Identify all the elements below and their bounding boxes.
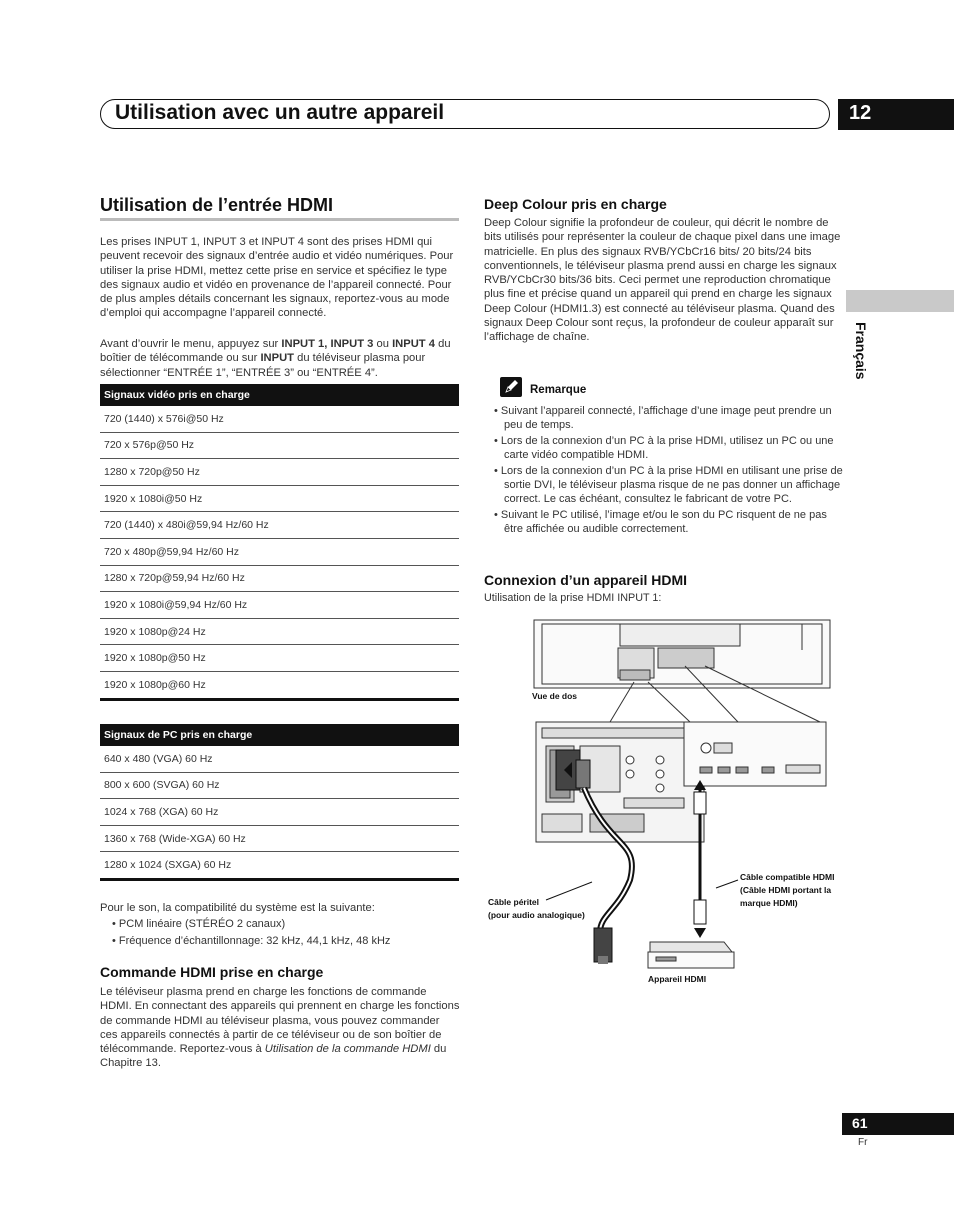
hdmi-connection-diagram bbox=[480, 610, 840, 990]
table-row bbox=[100, 538, 459, 565]
deep-colour-text: Deep Colour signifie la profondeur de couleur, qui décrit le nombre de bits utilisés pour représenter la couleur de chaque pixel dans une image matricielle. En plus des signaux RVB/YCbCr16 bits/ 20 bits/24 bits conventionnels, le téléviseur plasma prend aussi en charge les signaux RVB/YCbCr30 bits/36 bits. Ceci permet une reproduction chromatique plus fine et précise quand un appareil qui prend en charge les signaux Deep Colour (HDMI1.3) est connecté au téléviseur plasma. Quand des signaux Deep Colour sont reçus, la profondeur de couleur apparaît sur l’affichage de chaîne. bbox=[484, 217, 841, 344]
table-cell: 1920 x 1080i@59,94 Hz/60 Hz bbox=[100, 592, 459, 619]
note-item: • Suivant l’appareil connecté, l’affichage d’une image peut prendre un peu de temps. bbox=[494, 404, 844, 432]
sound-list bbox=[112, 916, 390, 950]
pc-table-header: Signaux de PC pris en charge bbox=[100, 724, 459, 746]
table-cell: 720 x 576p@50 Hz bbox=[100, 432, 459, 459]
table-cell: 1920 x 1080i@50 Hz bbox=[100, 485, 459, 512]
table-row bbox=[100, 432, 459, 459]
rear-view-label: Vue de dos bbox=[532, 691, 578, 701]
table-cell: 1280 x 720p@50 Hz bbox=[100, 459, 459, 486]
table-cell: 1920 x 1080p@50 Hz bbox=[100, 645, 459, 672]
connection-title: Connexion d’un appareil HDMI bbox=[484, 572, 688, 588]
intro-paragraph: Les prises INPUT 1, INPUT 3 et INPUT 4 sont des prises HDMI qui peuvent recevoir des signaux d’entrée audio et vidéo numériques. Pour utiliser la prise HDMI, mettez cette prise en service et spécifiez le type des signaux audio et vidéo en provenance de l’appareil connecté. Pour de plus amples détails concernant les signaux, reportez-vous au mode d’emploi qui accompagne l’appareil connecté. bbox=[100, 236, 454, 320]
table-row bbox=[100, 512, 459, 539]
hdmi-cable-label-line1: Câble compatible HDMI bbox=[740, 872, 835, 882]
table-row bbox=[100, 852, 459, 880]
chapter-title: Utilisation avec un autre appareil bbox=[115, 101, 445, 124]
table-cell: 720 x 480p@59,94 Hz/60 Hz bbox=[100, 538, 459, 565]
table-row bbox=[100, 746, 459, 772]
video-table-header: Signaux vidéo pris en charge bbox=[100, 384, 459, 406]
table-row bbox=[100, 618, 459, 645]
table-row bbox=[100, 459, 459, 486]
table-row bbox=[100, 799, 459, 826]
language-tab bbox=[846, 290, 954, 312]
note-item: • Lors de la connexion d’un PC à la prise HDMI en utilisant une prise de sortie DVI, le téléviseur plasma risque de ne pas donner un affichage correct. Le cas échéant, consultez le fabricant de votre PC. bbox=[494, 464, 844, 506]
page-language: Fr bbox=[858, 1137, 868, 1148]
scart-cable-label-line1: Câble péritel bbox=[488, 897, 540, 907]
hdmi-device bbox=[648, 942, 734, 968]
table-row bbox=[100, 645, 459, 672]
sound-intro: Pour le son, la compatibilité du système est la suivante: bbox=[100, 902, 375, 914]
note-list bbox=[494, 404, 844, 538]
scart-cable-label-line2: (pour audio analogique) bbox=[488, 910, 585, 920]
hdmi-terminal-panel bbox=[684, 722, 826, 786]
tv-rear-view bbox=[534, 620, 830, 688]
table-cell: 720 (1440) x 576i@50 Hz bbox=[100, 406, 459, 432]
language-label: Français bbox=[853, 322, 869, 380]
page-number: 61 bbox=[852, 1115, 868, 1131]
table-row bbox=[100, 565, 459, 592]
table-row bbox=[100, 772, 459, 799]
hdmi-cable-label-line2: (Câble HDMI portant la bbox=[740, 885, 832, 895]
hdmi-cable-label-line3: marque HDMI) bbox=[740, 898, 798, 908]
section-title-rule bbox=[100, 218, 459, 221]
note-item: • Lors de la connexion d’un PC à la prise HDMI, utilisez un PC ou une carte vidéo compatible HDMI. bbox=[494, 434, 844, 462]
note-label: Remarque bbox=[530, 384, 587, 396]
table-cell: 640 x 480 (VGA) 60 Hz bbox=[100, 746, 459, 772]
table-cell: 1024 x 768 (XGA) 60 Hz bbox=[100, 799, 459, 826]
table-cell: 1360 x 768 (Wide-XGA) 60 Hz bbox=[100, 825, 459, 852]
connection-subtitle: Utilisation de la prise HDMI INPUT 1: bbox=[484, 592, 662, 604]
list-item: • PCM linéaire (STÉRÉO 2 canaux) bbox=[112, 916, 390, 933]
table-cell: 720 (1440) x 480i@59,94 Hz/60 Hz bbox=[100, 512, 459, 539]
hdmi-command-title: Commande HDMI prise en charge bbox=[100, 964, 324, 980]
chapter-number: 12 bbox=[849, 102, 872, 124]
table-cell: 1920 x 1080p@60 Hz bbox=[100, 671, 459, 699]
hdmi-command-text: Le téléviseur plasma prend en charge les fonctions de commande HDMI. En connectant des appareils qui prennent en charge les fonctions de commande HDMI au téléviseur plasma, vous pouvez commander ces appareils connectés à partir de ce téléviseur ou de son boîtier de télécommande. Reportez-vous à Utilisation de la commande HDMI du Chapitre 13. bbox=[100, 986, 460, 1070]
section-title: Utilisation de l’entrée HDMI bbox=[100, 195, 334, 215]
deep-colour-title: Deep Colour pris en charge bbox=[484, 196, 667, 212]
note-item: • Suivant le PC utilisé, l’image et/ou le son du PC risquent de ne pas être affichée ou audible correctement. bbox=[494, 508, 844, 536]
table-row bbox=[100, 406, 459, 432]
hdmi-device-label: Appareil HDMI bbox=[648, 974, 707, 984]
table-cell: 1280 x 1024 (SXGA) 60 Hz bbox=[100, 852, 459, 880]
table-cell: 1280 x 720p@59,94 Hz/60 Hz bbox=[100, 565, 459, 592]
table-row bbox=[100, 671, 459, 699]
table-row bbox=[100, 485, 459, 512]
table-cell: 1920 x 1080p@24 Hz bbox=[100, 618, 459, 645]
table-row bbox=[100, 825, 459, 852]
list-item: • Fréquence d’échantillonnage: 32 kHz, 44,1 kHz, 48 kHz bbox=[112, 933, 390, 950]
table-cell: 800 x 600 (SVGA) 60 Hz bbox=[100, 772, 459, 799]
video-signals-table bbox=[100, 384, 459, 701]
pc-signals-table bbox=[100, 724, 459, 881]
table-row bbox=[100, 592, 459, 619]
hdmi-plug-bottom bbox=[694, 900, 706, 938]
scart-plug-bottom bbox=[594, 928, 612, 964]
note-pencil-icon bbox=[500, 377, 522, 397]
instruction-paragraph: Avant d’ouvrir le menu, appuyez sur INPUT 1, INPUT 3 ou INPUT 4 du boîtier de télécommande ou sur INPUT du téléviseur plasma pour sélectionner “ENTRÉE 1”, “ENTRÉE 3” ou “ENTRÉE 4”. bbox=[100, 338, 451, 379]
